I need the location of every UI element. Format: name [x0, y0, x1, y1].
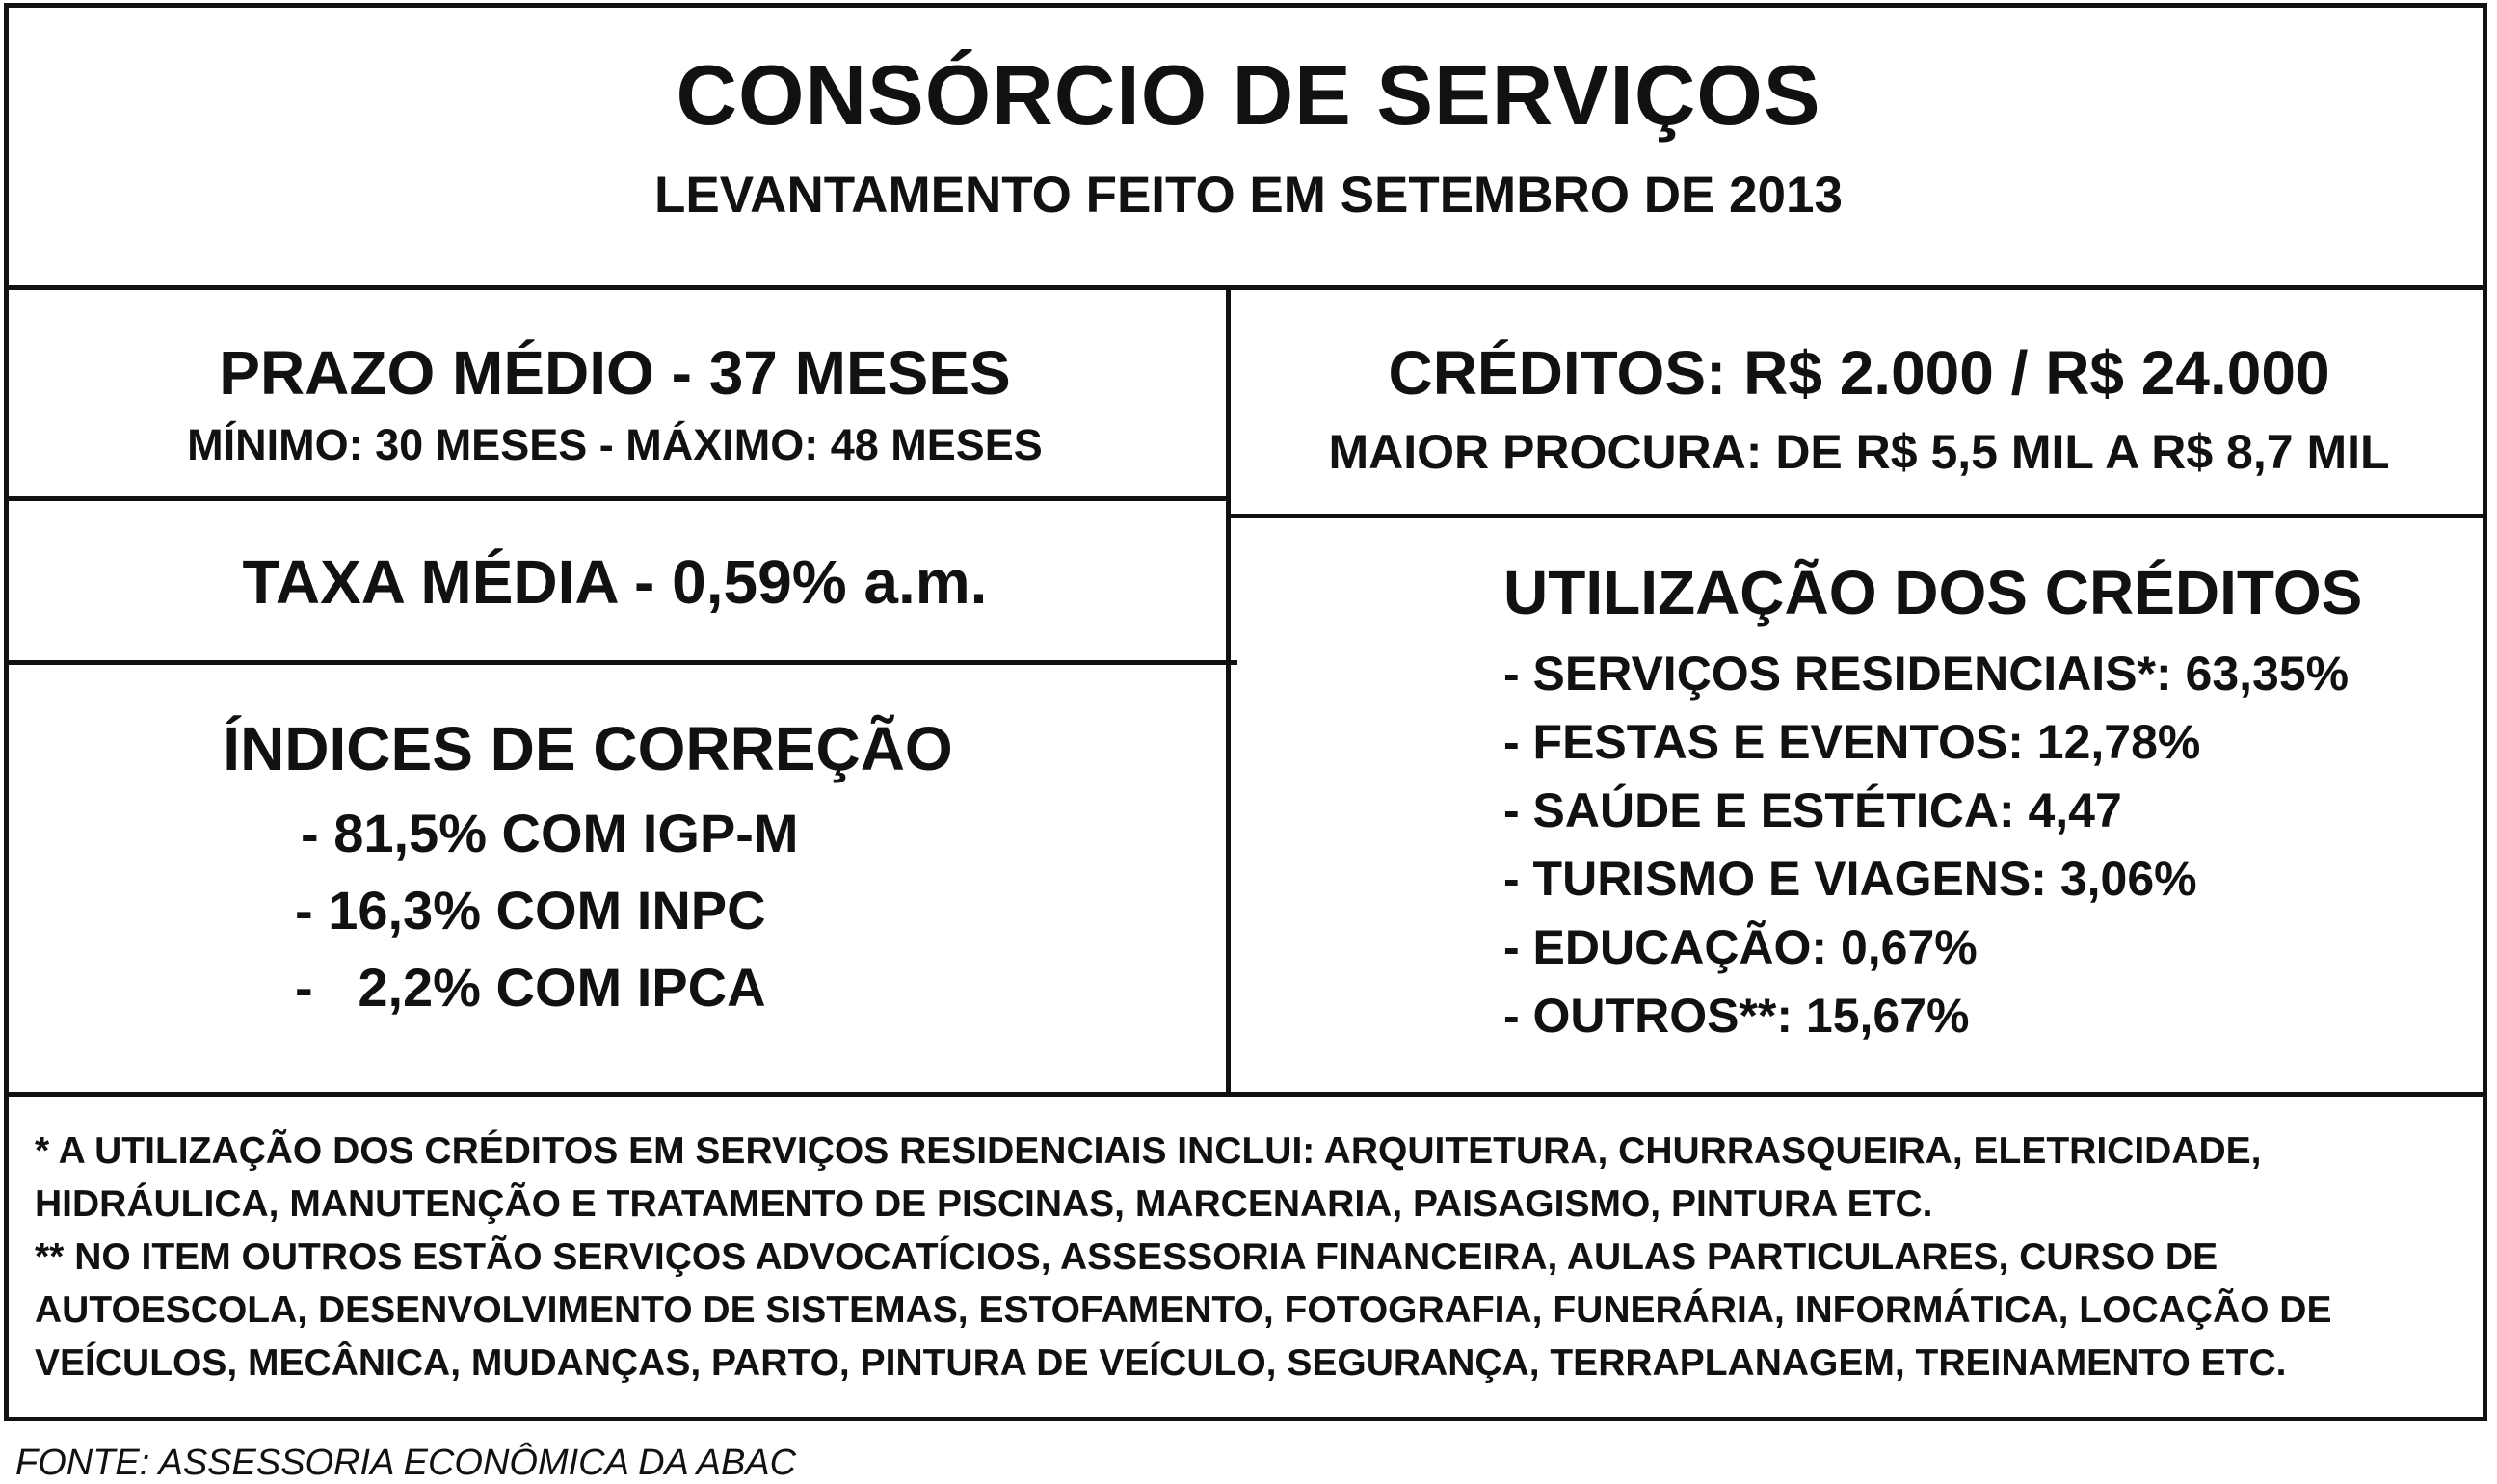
- utilizacao-item: - SERVIÇOS RESIDENCIAIS*: 63,35%: [1503, 647, 2350, 701]
- header-divider: [4, 285, 2487, 290]
- utilizacao-item: - EDUCAÇÃO: 0,67%: [1503, 920, 1978, 974]
- page-title: CONSÓRCIO DE SERVIÇOS: [676, 47, 1821, 143]
- footnotes: [35, 1125, 2463, 1390]
- left-divider-1: [4, 496, 1231, 501]
- page-subtitle: LEVANTAMENTO FEITO EM SETEMBRO DE 2013: [654, 167, 1843, 224]
- prazo-title: PRAZO MÉDIO - 37 MESES: [219, 338, 1011, 408]
- creditos-detail: MAIOR PROCURA: DE R$ 5,5 MIL A R$ 8,7 MIL: [1328, 425, 2390, 479]
- indices-item: - 16,3% COM INPC: [295, 880, 766, 941]
- utilizacao-item: - TURISMO E VIAGENS: 3,06%: [1503, 852, 2197, 906]
- source-credit: FONTE: ASSESSORIA ECONÔMICA DA ABAC: [15, 1443, 797, 1483]
- taxa-title: TAXA MÉDIA - 0,59% a.m.: [242, 547, 988, 617]
- utilizacao-item: - FESTAS E EVENTOS: 12,78%: [1503, 715, 2201, 769]
- utilizacao-item: - SAÚDE E ESTÉTICA: 4,47: [1503, 783, 2122, 837]
- prazo-detail: MÍNIMO: 30 MESES - MÁXIMO: 48 MESES: [187, 420, 1043, 469]
- footnote-residenciais: * A UTILIZAÇÃO DOS CRÉDITOS EM SERVIÇOS RESIDENCIAIS INCLUI: ARQUITETURA, CHURRASQUEIRA, ELETRICIDADE, HIDRÁULICA, MANUTENÇÃO E TRATAMENTO DE PISCINAS, MARCENARIA, PAISAGISMO, PINTURA ETC.: [35, 1130, 2262, 1225]
- footer-divider: [4, 1092, 2487, 1097]
- creditos-title: CRÉDITOS: R$ 2.000 / R$ 24.000: [1388, 338, 2330, 408]
- right-divider: [1226, 514, 2487, 518]
- indices-item: - 2,2% COM IPCA: [295, 957, 766, 1018]
- utilizacao-item: - OUTROS**: 15,67%: [1503, 989, 1970, 1043]
- utilizacao-title: UTILIZAÇÃO DOS CRÉDITOS: [1503, 558, 2363, 627]
- indices-item: - 81,5% COM IGP-M: [301, 803, 799, 863]
- left-divider-2: [4, 660, 1237, 665]
- indices-title: ÍNDICES DE CORREÇÃO: [223, 714, 953, 783]
- footnote-outros: ** NO ITEM OUTROS ESTÃO SERVIÇOS ADVOCATÍCIOS, ASSESSORIA FINANCEIRA, AULAS PARTICULARES, CURSO DE AUTOESCOLA, DESENVOLVIMENTO DE SISTEMAS, ESTOFAMENTO, FOTOGRAFIA, FUNERÁRIA, INFORMÁTICA, LOCAÇÃO DE VEÍCULOS, MECÂNICA, MUDANÇAS, PARTO, PINTURA DE VEÍCULO, SEGURANÇA, TERRAPLANAGEM, TREINAMENTO ETC.: [35, 1236, 2332, 1384]
